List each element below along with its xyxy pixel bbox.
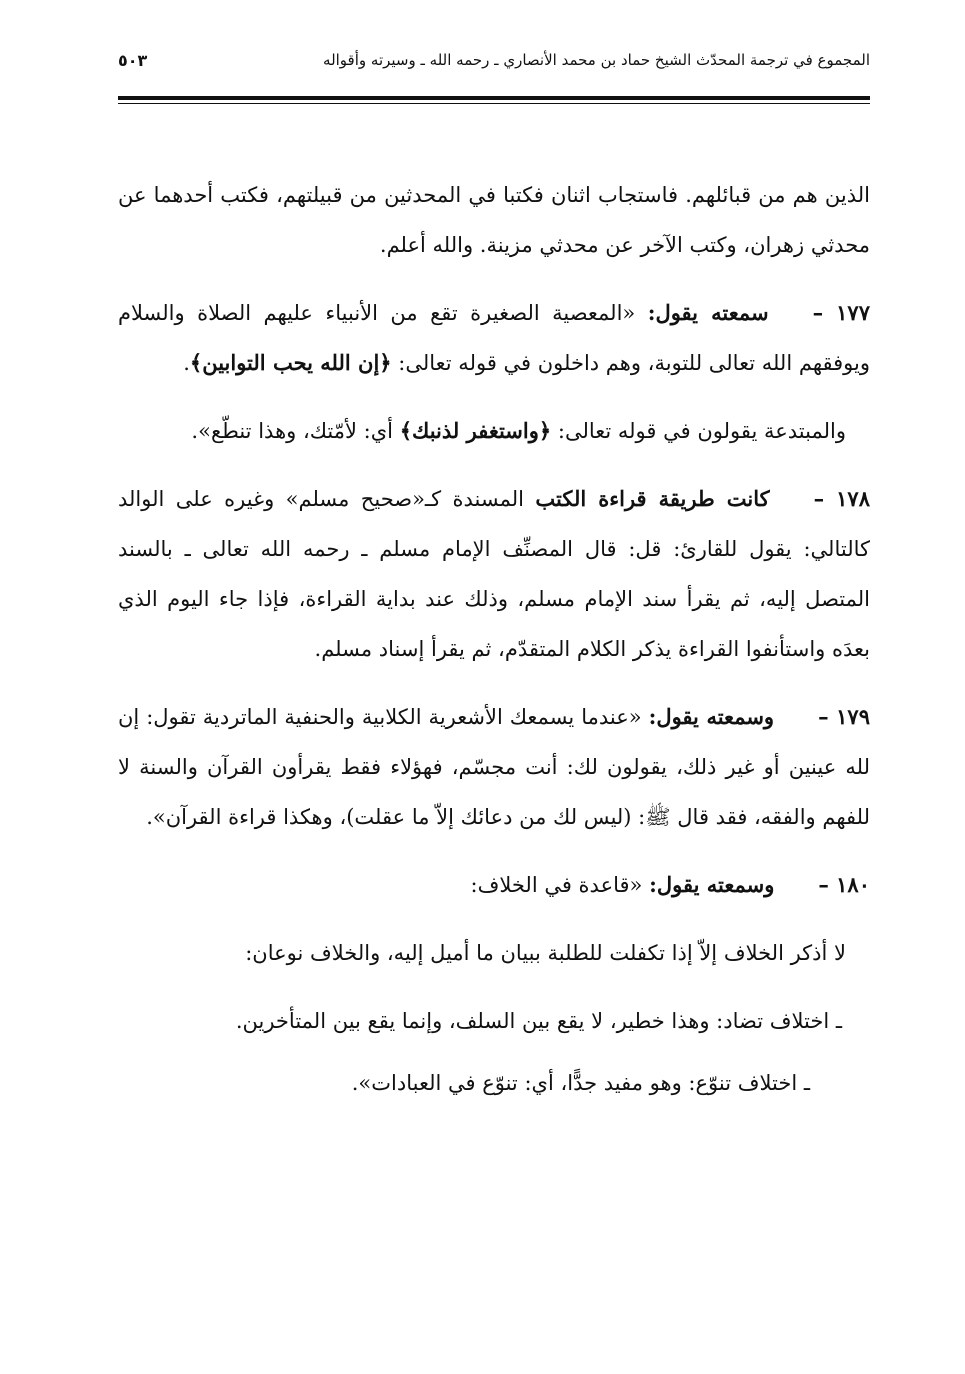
item-end: . <box>183 351 190 375</box>
list-item: ـ اختلاف تنوّع: وهو مفيد جدًّا، أي: تنوّع في العبادات». <box>351 1071 810 1095</box>
item-text: المسندة كـ«صحيح مسلم» وغيره على الوالد كالتالي: يقول للقارئ: قل: قال المصنِّف الإمام مسلم ـ رحمه الله تعالى ـ بالسند المتصل إليه، ثم يقرأ سند الإمام مسلم، وذلك عند بداية القراءة، فإذا جاء اليوم الذي بعدَه واستأنفوا القراءة يذكر الكلام المتقدّم، ثم يقرأ إسناد مسلم. <box>118 487 870 661</box>
quran-verse: ﴿إن الله يحب التوابين﴾ <box>189 350 392 375</box>
item-text: «عندما يسمعك الأشعرية الكلابية والحنفية الماتردية تقول: إن لله عينين أو غير ذلك، يقولون لك: أنت مجسّم، فهؤلاء فقط يقرأون القرآن والسنة لا للفهم والفقه، فقد قال ﷺ: (ليس لك من دعائك إلاّ ما عقلت)، وهكذا قراءة القرآن». <box>118 705 870 829</box>
item-180-body <box>118 928 870 978</box>
item-179 <box>118 692 870 842</box>
item-text: «المعصية الصغيرة تقع من الأنبياء عليهم الصلاة والسلام ويوفقهم الله تعالى للتوبة، وهم داخلون في قوله تعالى: <box>118 301 870 375</box>
item-lead: وسمعته يقول: <box>649 872 775 897</box>
item-lead: سمعته يقول: <box>647 300 769 325</box>
header-rule-thin <box>118 103 870 104</box>
item-178 <box>118 474 870 674</box>
intro-paragraph <box>118 170 870 270</box>
page-body <box>118 170 870 1120</box>
page-number: ٥٠٣ <box>118 50 148 70</box>
list-item: ـ اختلاف تضاد: وهذا خطير، لا يقع بين السلف، وإنما يقع بين المتأخرين. <box>235 1009 842 1033</box>
header-rule-thick <box>118 96 870 100</box>
item-180 <box>118 860 870 910</box>
item-number: ١٧٨ – <box>813 486 870 511</box>
item-text: لا أذكر الخلاف إلاّ إذا تكفلت للطلبة ببيان ما أميل إليه، والخلاف نوعان: <box>245 941 846 965</box>
item-lead: كانت طريقة قراءة الكتب <box>535 486 770 511</box>
item-text: والمبتدعة يقولون في قوله تعالى: <box>557 419 846 443</box>
item-177 <box>118 288 870 388</box>
item-number: ١٨٠ – <box>818 872 870 897</box>
item-number: ١٧٧ – <box>812 300 870 325</box>
item-177-continuation <box>118 406 870 456</box>
item-text: «قاعدة في الخلاف: <box>470 873 643 897</box>
header-title: المجموع في ترجمة المحدّث الشيخ حماد بن محمد الأنصاري ـ رحمه الله ـ وسيرته وأقواله <box>323 51 870 69</box>
running-header <box>118 42 870 78</box>
item-number: ١٧٩ – <box>818 704 870 729</box>
item-lead: وسمعته يقول: <box>648 704 775 729</box>
intro-text: الذين هم من قبائلهم. فاستجاب اثنان فكتبا في المحدثين من قبيلتهم، فكتب أحدهما عن محدثي زهران، وكتب الآخر عن محدثي مزينة. والله أعلم. <box>118 183 870 257</box>
quran-verse: ﴿واستغفر لذنبك﴾ <box>399 418 552 443</box>
item-text-2: أي: لأمّتك، وهذا تنطّع». <box>191 419 394 443</box>
